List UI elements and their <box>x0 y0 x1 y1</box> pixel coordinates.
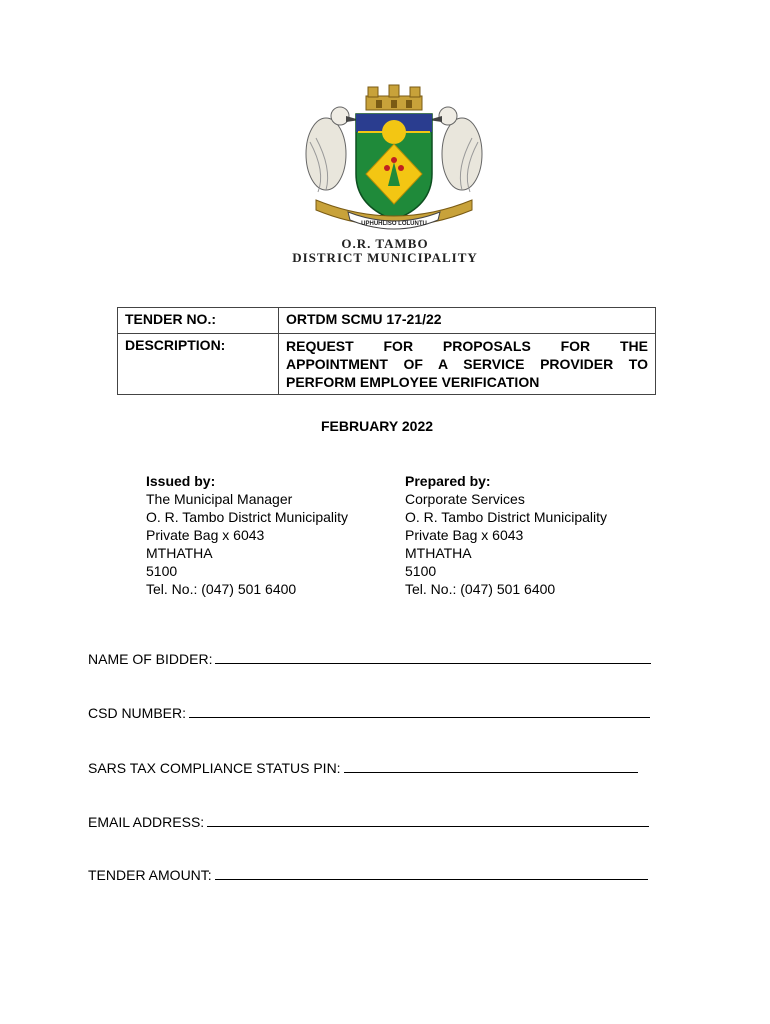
issued-by-line: Private Bag x 6043 <box>146 527 265 543</box>
prepared-by-line: 5100 <box>405 563 437 579</box>
bidder-name-label: NAME OF BIDDER: <box>88 651 213 667</box>
prepared-by-block <box>405 472 607 598</box>
tender-amount-blank[interactable] <box>215 866 648 880</box>
prepared-by-line: Tel. No.: (047) 501 6400 <box>405 581 556 597</box>
issued-by-line: The Municipal Manager <box>146 491 293 507</box>
prepared-by-line: O. R. Tambo District Municipality <box>405 509 608 525</box>
issued-by-line: MTHATHA <box>146 545 213 561</box>
prepared-by-line: Corporate Services <box>405 491 525 507</box>
description-label: DESCRIPTION: <box>118 334 279 395</box>
csd-number-label: CSD NUMBER: <box>88 705 187 721</box>
description-value: REQUEST FOR PROPOSALS FOR THE APPOINTMENT OF A SERVICE PROVIDER TO PERFORM EMPLOYEE VERIFICATION <box>279 334 656 395</box>
tender-amount-label: TENDER AMOUNT: <box>88 867 212 883</box>
issued-by-line: 5100 <box>146 563 178 579</box>
sars-pin-blank[interactable] <box>344 759 638 773</box>
tender-info-table <box>117 307 656 395</box>
email-field <box>88 813 649 830</box>
sars-pin-field <box>88 759 638 776</box>
bidder-name-field <box>88 650 651 667</box>
organization-name-line2: DISTRICT MUNICIPALITY <box>292 250 478 265</box>
tender-number-row <box>118 308 656 334</box>
prepared-by-heading: Prepared by: <box>405 473 491 489</box>
tender-amount-field <box>88 866 648 883</box>
bidder-name-blank[interactable] <box>215 650 651 664</box>
issued-by-line: O. R. Tambo District Municipality <box>146 509 349 525</box>
tender-number-label: TENDER NO.: <box>118 308 279 334</box>
email-label: EMAIL ADDRESS: <box>88 814 205 830</box>
organization-name-line1: O.R. TAMBO <box>341 236 429 251</box>
email-blank[interactable] <box>207 813 649 827</box>
prepared-by-line: MTHATHA <box>405 545 472 561</box>
municipal-coat-of-arms-logo <box>296 82 492 242</box>
document-date: FEBRUARY 2022 <box>320 418 434 434</box>
csd-number-blank[interactable] <box>189 704 650 718</box>
tender-number-value: ORTDM SCMU 17-21/22 <box>279 308 656 334</box>
description-row <box>118 334 656 395</box>
csd-number-field <box>88 704 650 721</box>
logo-motto: UPHUHLISO LOLUNTU <box>361 221 427 227</box>
issued-by-heading: Issued by: <box>146 473 216 489</box>
prepared-by-line: Private Bag x 6043 <box>405 527 524 543</box>
issued-by-line: Tel. No.: (047) 501 6400 <box>146 581 297 597</box>
issued-by-block <box>146 472 348 598</box>
sars-pin-label: SARS TAX COMPLIANCE STATUS PIN: <box>88 760 341 776</box>
